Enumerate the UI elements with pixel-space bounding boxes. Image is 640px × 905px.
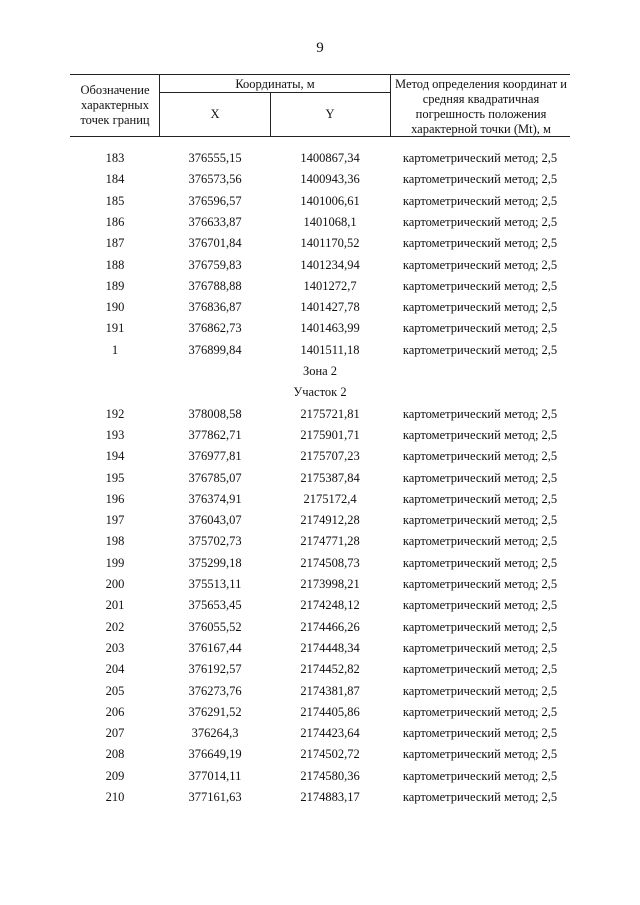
method-cell: картометрический метод; 2,5 (402, 662, 558, 677)
method-cell: картометрический метод; 2,5 (402, 449, 558, 464)
coord-y: 2174771,28 (300, 534, 360, 549)
header-method: Метод определения координат и средняя квадратичная погрешность положения характерной точки (Mt), м (395, 77, 567, 136)
table-row (0, 638, 640, 658)
point-id: 210 (105, 790, 125, 804)
method-cell: картометрический метод; 2,5 (402, 577, 558, 591)
coord-y: 1401511,18 (300, 342, 360, 357)
point-id: 194 (105, 449, 125, 464)
coord-y: 1401427,78 (300, 300, 360, 315)
method-cell: картометрический метод; 2,5 (402, 300, 558, 315)
method-cell: картометрический метод; 2,5 (402, 257, 558, 272)
point-id: 1 (111, 342, 119, 357)
method-cell: картометрический метод; 2,5 (402, 513, 558, 528)
point-id: 206 (105, 704, 125, 719)
coord-x: 376273,76 (188, 683, 242, 698)
table-row (0, 574, 640, 594)
method-cell: картометрический метод; 2,5 (402, 598, 558, 613)
method-cell: картометрический метод; 2,5 (402, 236, 558, 251)
coord-x: 376977,81 (188, 449, 242, 464)
point-id: 185 (105, 193, 125, 208)
header-x: X (210, 107, 220, 121)
section-label: Участок 2 (293, 385, 347, 400)
point-id: 189 (105, 278, 125, 293)
point-id: 186 (105, 214, 125, 229)
method-cell: картометрический метод; 2,5 (402, 278, 558, 293)
coord-y: 2174502,72 (300, 747, 360, 762)
coord-x: 375299,18 (188, 555, 242, 570)
method-cell: картометрический метод; 2,5 (402, 321, 558, 336)
header-coordinates: Координаты, м (235, 77, 315, 91)
table-row (0, 681, 640, 701)
coord-x: 376043,07 (188, 513, 242, 528)
point-id: 202 (105, 619, 125, 634)
point-id: 200 (105, 577, 125, 591)
coord-y: 2174452,82 (300, 662, 360, 677)
point-id: 197 (105, 513, 125, 528)
table-row (0, 468, 640, 488)
coord-x: 376192,57 (188, 662, 242, 677)
table-row (0, 425, 640, 445)
point-id: 193 (105, 427, 125, 442)
coord-x: 376055,52 (188, 619, 242, 634)
table-row (0, 148, 640, 168)
coord-x: 377014,11 (188, 768, 242, 783)
point-id: 207 (105, 726, 125, 741)
coord-y: 2174508,73 (300, 555, 360, 570)
point-id: 191 (105, 321, 125, 336)
table-row (0, 404, 640, 424)
table-row (0, 169, 640, 189)
table-row (0, 510, 640, 530)
table-row (0, 744, 640, 764)
coord-x: 377862,71 (188, 427, 242, 442)
coord-x: 376264,3 (191, 726, 239, 741)
table-row (0, 702, 640, 722)
coord-y: 1401463,99 (300, 321, 360, 336)
method-cell: картометрический метод; 2,5 (402, 704, 558, 719)
coord-y: 2174405,86 (300, 704, 360, 719)
page-number: 9 (316, 40, 324, 56)
coord-x: 376788,88 (188, 278, 242, 293)
method-cell: картометрический метод; 2,5 (402, 534, 558, 549)
table-row (0, 617, 640, 637)
coord-y: 2175707,23 (300, 449, 360, 464)
coord-y: 1401234,94 (300, 257, 360, 272)
table-row (0, 766, 640, 786)
coord-x: 376596,57 (188, 193, 242, 208)
table-row (0, 659, 640, 679)
coord-x: 376701,84 (188, 236, 242, 251)
method-cell: картометрический метод; 2,5 (402, 747, 558, 762)
point-id: 199 (105, 555, 125, 570)
method-cell: картометрический метод; 2,5 (402, 619, 558, 634)
table-row (0, 340, 640, 360)
point-id: 203 (105, 640, 125, 655)
coord-x: 376167,44 (188, 640, 242, 655)
method-cell: картометрический метод; 2,5 (402, 491, 558, 506)
method-cell: картометрический метод; 2,5 (402, 683, 558, 698)
coord-x: 375702,73 (188, 534, 242, 549)
method-cell: картометрический метод; 2,5 (402, 768, 558, 783)
coord-x: 376573,56 (188, 172, 242, 187)
method-cell: картометрический метод; 2,5 (402, 790, 558, 804)
method-cell: картометрический метод; 2,5 (402, 193, 558, 208)
method-cell: картометрический метод; 2,5 (402, 427, 558, 442)
method-cell: картометрический метод; 2,5 (402, 151, 558, 165)
method-cell: картометрический метод; 2,5 (402, 726, 558, 741)
point-id: 201 (105, 598, 125, 613)
coord-y: 1400943,36 (300, 172, 360, 187)
coord-x: 375513,11 (188, 577, 242, 591)
method-cell: картометрический метод; 2,5 (402, 172, 558, 187)
point-id: 184 (105, 172, 125, 187)
coord-x: 376785,07 (188, 470, 242, 485)
point-id: 205 (105, 683, 125, 698)
table-row (0, 595, 640, 615)
point-id: 190 (105, 300, 125, 315)
table-row (0, 318, 640, 338)
coord-y: 2175172,4 (303, 491, 357, 506)
coord-y: 2174883,17 (300, 790, 360, 804)
coord-x: 376899,84 (188, 342, 242, 357)
point-id: 198 (105, 534, 125, 549)
header-point-designation: Обозначение характерных точек границ (80, 83, 150, 127)
coord-y: 2175901,71 (300, 427, 360, 442)
coord-y: 1401170,52 (300, 236, 360, 251)
method-cell: картометрический метод; 2,5 (402, 342, 558, 357)
coord-y: 1400867,34 (300, 151, 360, 165)
coord-x: 376633,87 (188, 214, 242, 229)
coord-y: 1401068,1 (303, 214, 357, 229)
point-id: 195 (105, 470, 125, 485)
coord-x: 376836,87 (188, 300, 242, 315)
section-row (0, 382, 640, 402)
point-id: 208 (105, 747, 125, 762)
coord-y: 2174248,12 (300, 598, 360, 613)
method-cell: картометрический метод; 2,5 (402, 640, 558, 655)
coord-x: 376555,15 (188, 151, 242, 165)
section-label: Зона 2 (302, 364, 338, 378)
coord-x: 376649,19 (188, 747, 242, 762)
point-id: 187 (105, 236, 125, 251)
table-row (0, 255, 640, 275)
coord-x: 376374,91 (188, 491, 242, 506)
coord-y: 1401006,61 (300, 193, 360, 208)
table-row (0, 191, 640, 211)
coord-x: 376759,83 (188, 257, 242, 272)
coord-y: 2175387,84 (300, 470, 360, 485)
header-y: Y (325, 107, 335, 121)
section-row (0, 361, 640, 381)
table-row (0, 297, 640, 317)
table-row (0, 787, 640, 807)
table-row (0, 276, 640, 296)
coord-x: 378008,58 (188, 406, 242, 421)
method-cell: картометрический метод; 2,5 (402, 555, 558, 570)
coord-x: 376862,73 (188, 321, 242, 336)
table-row (0, 531, 640, 551)
table-row (0, 489, 640, 509)
point-id: 209 (105, 768, 125, 783)
coord-y: 2174912,28 (300, 513, 360, 528)
coord-y: 2173998,21 (300, 577, 360, 591)
point-id: 188 (105, 257, 125, 272)
point-id: 192 (105, 406, 125, 421)
coord-x: 375653,45 (188, 598, 242, 613)
coord-y: 2174580,36 (300, 768, 360, 783)
coord-y: 1401272,7 (303, 278, 357, 293)
method-cell: картометрический метод; 2,5 (402, 470, 558, 485)
point-id: 183 (105, 151, 125, 165)
method-cell: картометрический метод; 2,5 (402, 214, 558, 229)
table-row (0, 212, 640, 232)
point-id: 204 (105, 662, 125, 677)
coord-y: 2174381,87 (300, 683, 360, 698)
coord-x: 377161,63 (188, 790, 242, 804)
table-row (0, 723, 640, 743)
coord-y: 2174466,26 (300, 619, 360, 634)
coord-x: 376291,52 (188, 704, 242, 719)
coord-y: 2175721,81 (300, 406, 360, 421)
coord-y: 2174423,64 (300, 726, 360, 741)
coord-y: 2174448,34 (300, 640, 360, 655)
table-row (0, 553, 640, 573)
point-id: 196 (105, 491, 125, 506)
method-cell: картометрический метод; 2,5 (402, 406, 558, 421)
table-row (0, 446, 640, 466)
table-row (0, 233, 640, 253)
